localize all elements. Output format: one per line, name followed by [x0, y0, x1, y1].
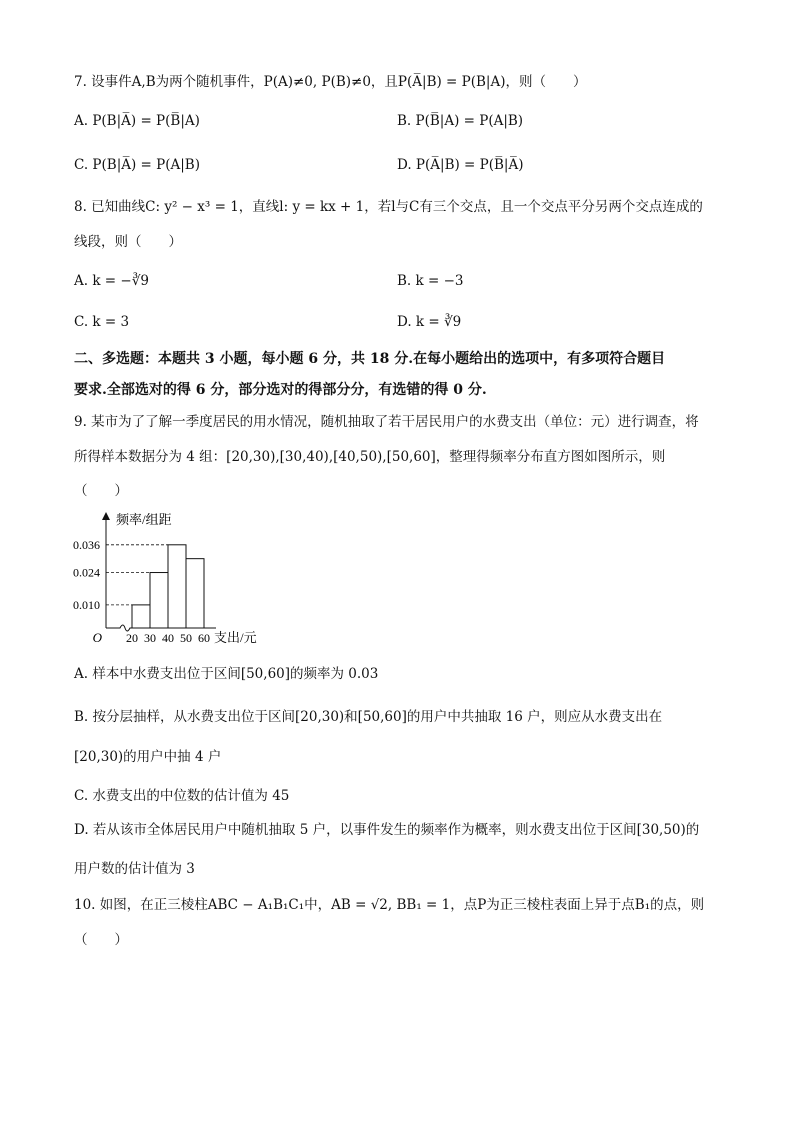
q8-stem-line1: 8. 已知曲线C: y² − x³ = 1，直线l: y = kx + 1，若l与C有三个交点，且一个交点平分另两个交点连成的: [74, 199, 703, 215]
histogram-bar: [168, 545, 186, 628]
histogram-bar: [150, 573, 168, 628]
q9-option-c: C. 水费支出的中位数的估计值为 45: [74, 788, 290, 804]
q9-option-b-line2: [20,30)的用户中抽 4 户: [74, 749, 222, 765]
q10-stem-line2: （ ）: [74, 932, 128, 948]
q9-option-b-line1: B. 按分层抽样，从水费支出位于区间[20,30)和[50,60]的用户中共抽取 16 户，则应从水费支出在: [74, 709, 663, 725]
q7-option-b: B. P(B̅|A) = P(A|B): [397, 113, 524, 129]
q9-option-a: A. 样本中水费支出位于区间[50,60]的频率为 0.03: [74, 666, 379, 682]
histogram-bar: [132, 605, 150, 628]
q9-stem-line1: 9. 某市为了了解一季度居民的用水情况，随机抽取了若干居民用户的水费支出（单位：元）进行调查，将: [74, 414, 699, 430]
section2-heading-line2: 要求.全部选对的得 6 分，部分选对的得部分分，有选错的得 0 分.: [74, 382, 487, 398]
q8-option-b: B. k = −3: [397, 273, 464, 289]
section2-heading-line1: 二、多选题：本题共 3 小题，每小题 6 分，共 18 分.在每小题给出的选项中，有多项符合题目: [74, 351, 666, 367]
x-tick-label: 60: [198, 631, 210, 645]
q9-option-d-line1: D. 若从该市全体居民用户中随机抽取 5 户，以事件发生的频率作为概率，则水费支出位于区间[30,50)的: [74, 822, 700, 838]
q7-option-d: D. P(A̅|B) = P(B̅|A̅): [397, 157, 524, 173]
q8-option-d: D. k = ∛9: [397, 314, 462, 330]
x-axis-label: 支出/元: [214, 630, 257, 645]
y-tick-label: 0.010: [73, 597, 100, 612]
x-tick-label: 30: [144, 631, 156, 645]
q7-option-a: A. P(B|A̅) = P(B̅|A): [74, 113, 200, 129]
histogram-bar: [186, 559, 204, 628]
q8-option-c: C. k = 3: [74, 314, 130, 330]
q7-stem: 7. 设事件A,B为两个随机事件，P(A)≠0, P(B)≠0，且P(A̅|B) = P(B|A)，则（ ）: [74, 74, 587, 90]
y-tick-label: 0.024: [73, 565, 100, 580]
q8-option-a: A. k = −∛9: [74, 273, 149, 289]
x-tick-label: 50: [180, 631, 192, 645]
frequency-histogram: [70, 506, 300, 652]
q9-stem-line3: （ ）: [74, 483, 128, 499]
y-axis-label: 频率/组距: [116, 512, 172, 527]
q10-stem-line1: 10. 如图，在正三棱柱ABC − A₁B₁C₁中，AB = √2, BB₁ = 1，点P为正三棱柱表面上异于点B₁的点，则: [74, 897, 705, 913]
q7-option-c: C. P(B|A̅) = P(A|B): [74, 157, 200, 173]
x-tick-label: 20: [126, 631, 138, 645]
q9-stem-line2: 所得样本数据分为 4 组：[20,30),[30,40),[40,50),[50,60]，整理得频率分布直方图如图所示，则: [74, 449, 666, 465]
y-tick-label: 0.036: [73, 537, 100, 552]
origin-label: O: [92, 630, 102, 645]
q8-stem-line2: 线段，则（ ）: [74, 234, 182, 250]
q9-option-d-line2: 用户数的估计值为 3: [74, 861, 195, 877]
x-tick-label: 40: [162, 631, 174, 645]
